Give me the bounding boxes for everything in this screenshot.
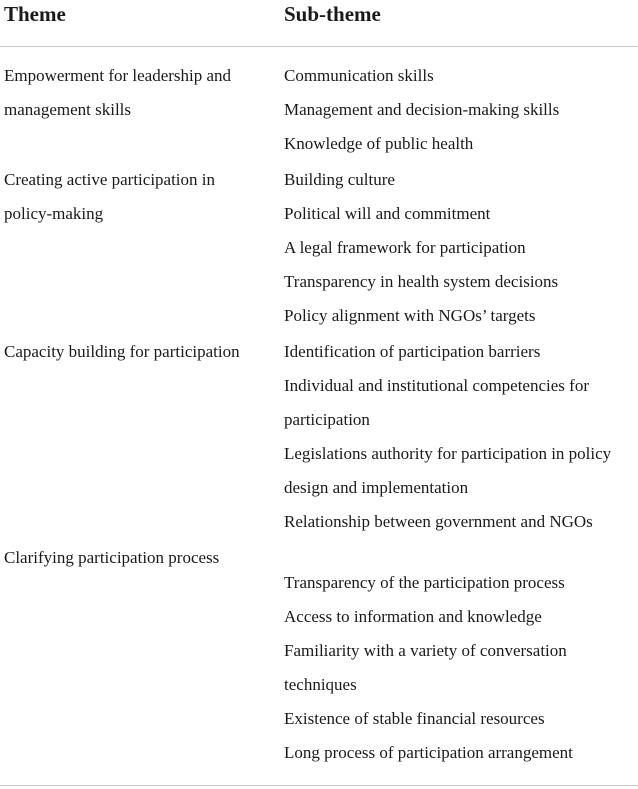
subtheme-list [284,163,636,333]
subtheme-item: A legal framework for participation [284,238,526,257]
subtheme-column-header: Sub-theme [284,2,381,26]
table-header [0,0,638,47]
subtheme-item: Access to information and knowledge [284,607,542,626]
subtheme-item: Building culture [284,170,395,189]
subtheme-item: Identification of participation barriers [284,342,541,361]
theme-cell: Capacity building for participation [4,342,240,361]
theme-cell: Creating active participation in policy-making [4,170,216,223]
theme-cell: Empowerment for leadership and management skills [4,66,232,119]
subtheme-item: Existence of stable financial resources [284,709,545,728]
subtheme-item: Transparency in health system decisions [284,272,559,291]
theme-cell: Clarifying participation process [4,548,220,567]
subtheme-item: Policy alignment with NGOs’ targets [284,306,536,325]
subtheme-list [284,566,636,770]
subtheme-item: Transparency of the participation process [284,573,565,592]
theme-column-header: Theme [4,2,66,26]
subtheme-list [284,59,636,161]
subtheme-item: Communication skills [284,66,434,85]
subtheme-item: Legislations authority for participation in policy design and implementation [284,444,612,497]
subtheme-item: Management and decision-making skills [284,100,560,119]
subtheme-item: Familiarity with a variety of conversation techniques [284,641,567,694]
subtheme-item: Individual and institutional competencies for participation [284,376,589,429]
subtheme-item: Long process of participation arrangement [284,743,573,762]
subtheme-item: Knowledge of public health [284,134,474,153]
subtheme-item: Political will and commitment [284,204,491,223]
subtheme-item: Relationship between government and NGOs [284,512,593,531]
table-bottom-rule [0,785,638,786]
subtheme-list [284,335,636,539]
